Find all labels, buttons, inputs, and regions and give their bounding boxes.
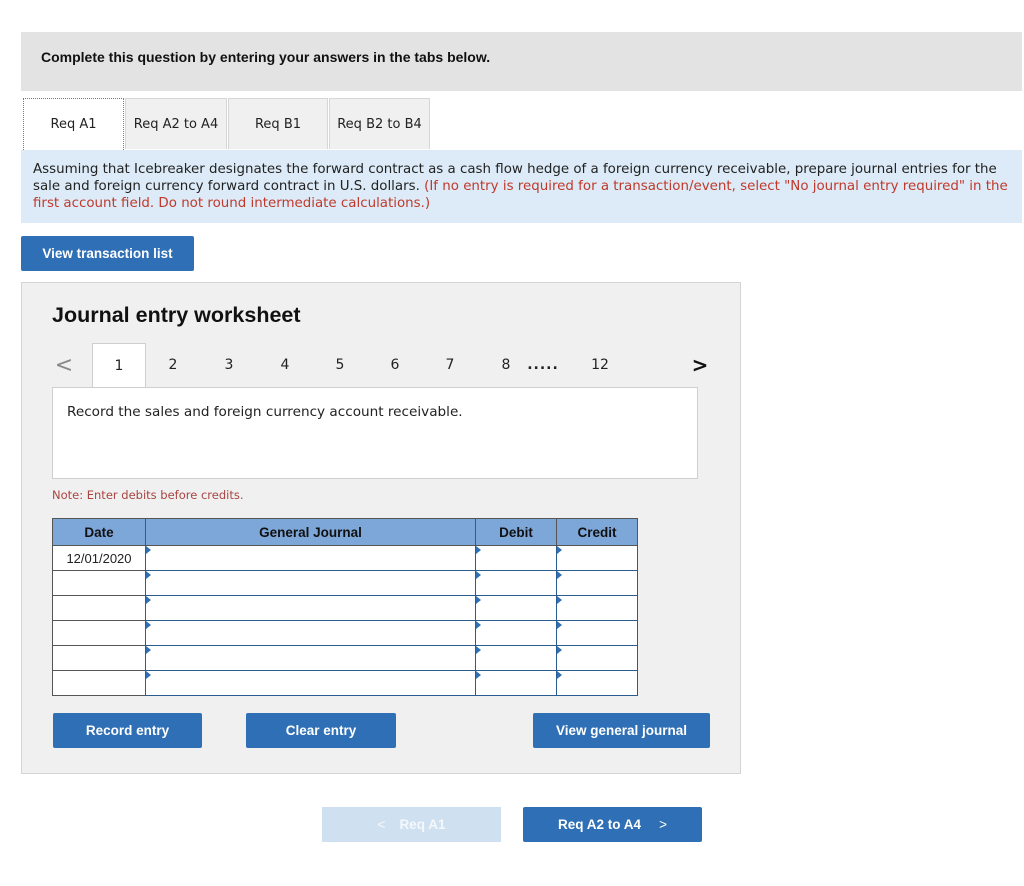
credit-field[interactable] xyxy=(557,571,638,596)
input-marker-icon xyxy=(557,571,562,579)
col-general-journal: General Journal xyxy=(146,519,476,546)
clear-entry-button[interactable]: Clear entry xyxy=(246,713,396,748)
dropdown-marker-icon xyxy=(146,596,151,604)
input-marker-icon xyxy=(557,621,562,629)
tab-req-b1[interactable]: Req B1 xyxy=(228,98,328,149)
table-row xyxy=(53,671,638,696)
debit-field[interactable] xyxy=(476,671,557,696)
credit-field[interactable] xyxy=(557,621,638,646)
table-row xyxy=(53,646,638,671)
page-2[interactable]: 2 xyxy=(168,357,178,373)
input-marker-icon xyxy=(557,646,562,654)
dropdown-marker-icon xyxy=(146,646,151,654)
col-date: Date xyxy=(53,519,146,546)
dropdown-marker-icon xyxy=(146,546,151,554)
credit-field[interactable] xyxy=(557,596,638,621)
input-marker-icon xyxy=(557,546,562,554)
input-marker-icon xyxy=(557,671,562,679)
table-row xyxy=(53,546,638,571)
requirement-tabs xyxy=(21,98,1022,150)
debit-field[interactable] xyxy=(476,646,557,671)
banner-text: Complete this question by entering your answers in the tabs below. xyxy=(41,49,491,65)
date-cell xyxy=(53,571,146,596)
input-marker-icon xyxy=(476,646,481,654)
page-3[interactable]: 3 xyxy=(224,357,234,373)
account-field[interactable] xyxy=(146,671,476,696)
worksheet-title: Journal entry worksheet xyxy=(52,303,301,327)
account-field[interactable] xyxy=(146,621,476,646)
tab-req-a1[interactable]: Req A1 xyxy=(23,98,124,150)
page-7[interactable]: 7 xyxy=(445,357,455,373)
input-marker-icon xyxy=(476,546,481,554)
col-debit: Debit xyxy=(476,519,557,546)
next-entry-arrow-icon[interactable]: > xyxy=(691,353,709,377)
chevron-left-icon: < xyxy=(377,817,386,832)
page-5[interactable]: 5 xyxy=(335,357,345,373)
debit-field[interactable] xyxy=(476,571,557,596)
dropdown-marker-icon xyxy=(146,571,151,579)
tab-req-b2-to-b4[interactable]: Req B2 to B4 xyxy=(329,98,430,149)
page-12[interactable]: 12 xyxy=(591,357,609,373)
table-row xyxy=(53,571,638,596)
entry-description: Record the sales and foreign currency account receivable. xyxy=(52,387,698,479)
view-general-journal-button[interactable]: View general journal xyxy=(533,713,710,748)
debit-field[interactable] xyxy=(476,621,557,646)
dropdown-marker-icon xyxy=(146,671,151,679)
debit-field[interactable] xyxy=(476,596,557,621)
prev-requirement-label: Req A1 xyxy=(399,817,446,832)
date-cell xyxy=(53,596,146,621)
date-cell: 12/01/2020 xyxy=(53,546,146,571)
account-field[interactable] xyxy=(146,546,476,571)
next-requirement-label: Req A2 to A4 xyxy=(558,817,642,832)
next-requirement-button[interactable] xyxy=(523,807,702,842)
table-row xyxy=(53,621,638,646)
debits-note: Note: Enter debits before credits. xyxy=(52,488,244,502)
date-cell xyxy=(53,671,146,696)
credit-field[interactable] xyxy=(557,546,638,571)
account-field[interactable] xyxy=(146,571,476,596)
credit-field[interactable] xyxy=(557,646,638,671)
chevron-right-icon: > xyxy=(659,817,667,832)
page-ellipsis: ..... xyxy=(527,357,559,373)
input-marker-icon xyxy=(476,671,481,679)
input-marker-icon xyxy=(476,596,481,604)
instructions-banner xyxy=(21,32,1022,91)
table-row xyxy=(53,596,638,621)
journal-table xyxy=(52,518,638,696)
page-6[interactable]: 6 xyxy=(390,357,400,373)
prev-entry-arrow-icon[interactable]: < xyxy=(54,352,74,378)
credit-field[interactable] xyxy=(557,671,638,696)
view-transaction-list-button[interactable]: View transaction list xyxy=(21,236,194,271)
date-cell xyxy=(53,621,146,646)
page-4[interactable]: 4 xyxy=(280,357,290,373)
question-instructions xyxy=(21,150,1022,223)
account-field[interactable] xyxy=(146,596,476,621)
date-cell xyxy=(53,646,146,671)
entry-pager xyxy=(52,343,718,387)
col-credit: Credit xyxy=(557,519,638,546)
input-marker-icon xyxy=(476,621,481,629)
account-field[interactable] xyxy=(146,646,476,671)
page-8[interactable]: 8 xyxy=(501,357,511,373)
page-1[interactable]: 1 xyxy=(92,343,146,388)
instruction-note: (If no entry is required for a transaction/event, select "No journal entry required" in the first account field. Do not round intermediate calculations.) xyxy=(33,179,1008,211)
input-marker-icon xyxy=(476,571,481,579)
tab-req-a2-to-a4[interactable]: Req A2 to A4 xyxy=(125,98,227,149)
record-entry-button[interactable]: Record entry xyxy=(53,713,202,748)
prev-requirement-button[interactable] xyxy=(322,807,501,842)
instruction-text: Assuming that Icebreaker designates the forward contract as a cash flow hedge of a foreign currency receivable, prepare journal entries for the sale and foreign currency forward contract in U.S. dollars. xyxy=(33,162,997,194)
dropdown-marker-icon xyxy=(146,621,151,629)
input-marker-icon xyxy=(557,596,562,604)
debit-field[interactable] xyxy=(476,546,557,571)
journal-entry-worksheet xyxy=(21,282,741,774)
